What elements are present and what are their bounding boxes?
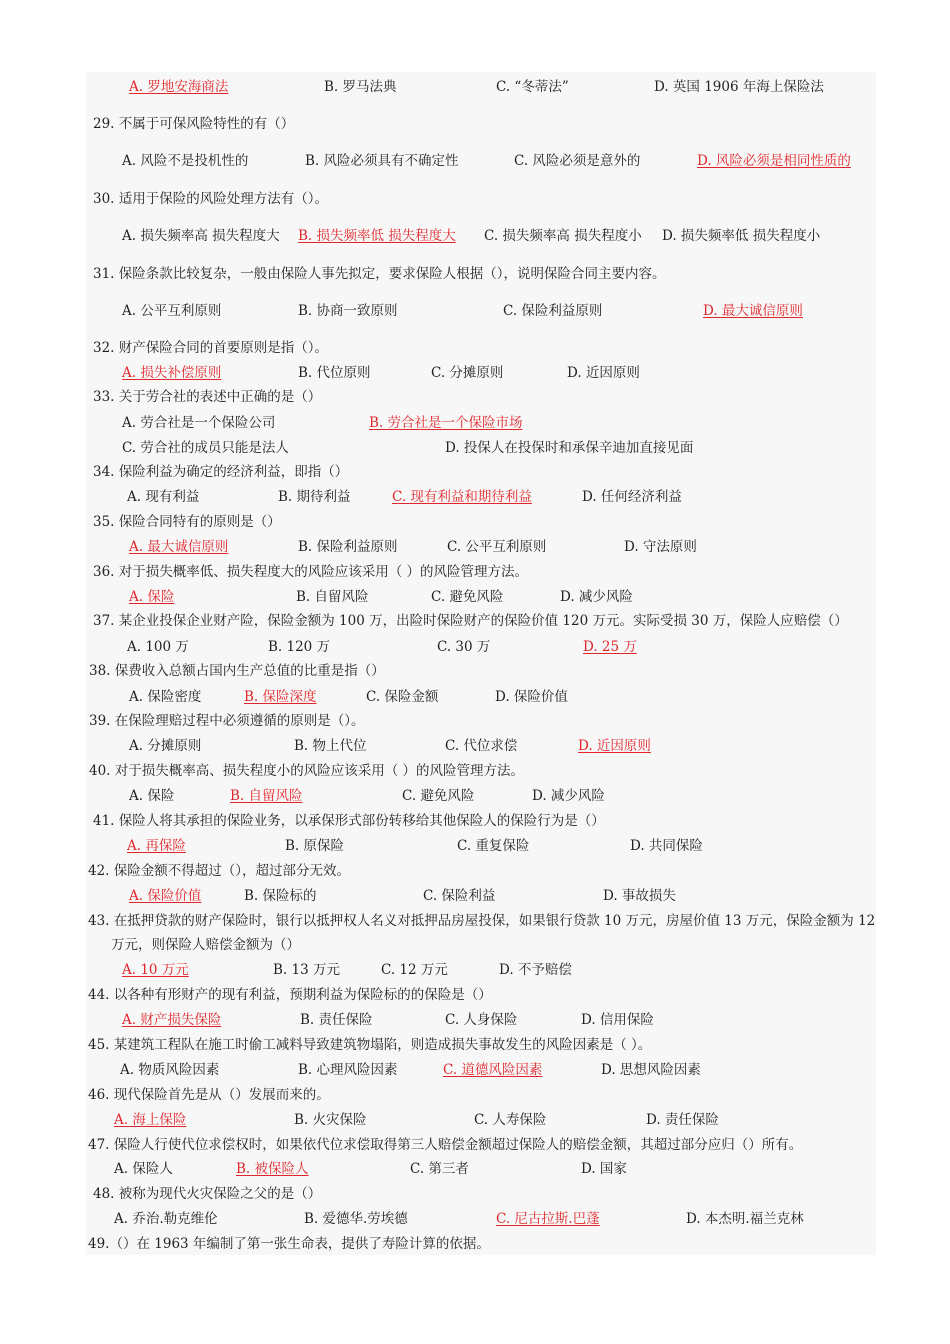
q32-stem: 32. 财产保险合同的首要原则是指（）。 <box>93 340 329 356</box>
q47-option-c: C. 第三者 <box>410 1161 469 1177</box>
q44-option-b: B. 责任保险 <box>300 1012 373 1028</box>
q34-option-b: B. 期待利益 <box>278 489 351 505</box>
q28-option-d: D. 英国 1906 年海上保险法 <box>654 79 824 95</box>
q46-option-d: D. 责任保险 <box>646 1112 719 1128</box>
q33-option-b: B. 劳合社是一个保险市场 <box>369 415 523 431</box>
q33-option-c: C. 劳合社的成员只能是法人 <box>122 440 289 456</box>
q42-option-a: A. 保险价值 <box>129 888 202 904</box>
q33-option-a: A. 劳合社是一个保险公司 <box>122 415 276 431</box>
q41-option-b: B. 原保险 <box>285 838 345 854</box>
q38-option-a: A. 保险密度 <box>129 689 202 705</box>
q38-option-d: D. 保险价值 <box>495 689 568 705</box>
q28-option-c: C. “冬蒂法” <box>496 79 569 95</box>
q29-stem: 29. 不属于可保风险特性的有（） <box>93 116 295 132</box>
q37-option-b: B. 120 万 <box>268 639 331 655</box>
q44-option-c: C. 人身保险 <box>445 1012 518 1028</box>
q32-option-c: C. 分摊原则 <box>431 365 504 381</box>
q36-option-c: C. 避免风险 <box>431 589 504 605</box>
q35-option-d: D. 守法原则 <box>624 539 697 555</box>
q30-option-c: C. 损失频率高 损失程度小 <box>484 228 642 244</box>
q37-option-d: D. 25 万 <box>583 639 637 655</box>
q28-option-a: A. 罗地安海商法 <box>129 79 229 95</box>
q28-option-b: B. 罗马法典 <box>324 79 397 95</box>
q40-option-b: B. 自留风险 <box>230 788 303 804</box>
q40-option-a: A. 保险 <box>129 788 175 804</box>
q41-stem: 41. 保险人将其承担的保险业务，以承保形式部份转移给其他保险人的保险行为是（） <box>93 813 605 829</box>
q35-option-a: A. 最大诚信原则 <box>129 539 229 555</box>
q40-stem: 40. 对于损失概率高、损失程度小的风险应该采用（ ）的风险管理方法。 <box>89 763 525 779</box>
q29-option-b: B. 风险必须具有不确定性 <box>305 153 459 169</box>
q47-stem: 47. 保险人行使代位求偿权时，如果依代位求偿取得第三人赔偿金额超过保险人的赔偿金额，其超过部分应归（）所有。 <box>88 1137 803 1153</box>
q31-stem: 31. 保险条款比较复杂，一般由保险人事先拟定，要求保险人根据（），说明保险合同主要内容。 <box>93 266 666 282</box>
q39-option-b: B. 物上代位 <box>294 738 367 754</box>
q43-option-a: A. 10 万元 <box>122 962 189 978</box>
q30-option-b: B. 损失频率低 损失程度大 <box>298 228 456 244</box>
q49-stem: 49.（）在 1963 年编制了第一张生命表，提供了寿险计算的依据。 <box>88 1236 490 1252</box>
q48-option-a: A. 乔治.勒克维伦 <box>114 1211 218 1227</box>
q33-stem: 33. 关于劳合社的表述中正确的是（） <box>93 389 322 405</box>
q39-option-a: A. 分摊原则 <box>129 738 202 754</box>
q46-option-c: C. 人寿保险 <box>474 1112 547 1128</box>
q48-option-b: B. 爱德华.劳埃德 <box>304 1211 408 1227</box>
q43-option-b: B. 13 万元 <box>273 962 340 978</box>
q43-option-d: D. 不予赔偿 <box>499 962 572 978</box>
q38-option-b: B. 保险深度 <box>244 689 317 705</box>
q31-option-d: D. 最大诚信原则 <box>703 303 803 319</box>
q39-option-d: D. 近因原则 <box>578 738 651 754</box>
q44-stem: 44. 以各种有形财产的现有利益，预期利益为保险标的的保险是（） <box>88 987 492 1003</box>
q43-stem: 43. 在抵押贷款的财产保险时，银行以抵押权人名义对抵押品房屋投保，如果银行贷款 10 万元，房屋价值 13 万元，保险金额为 12 <box>88 913 876 929</box>
q38-option-c: C. 保险金额 <box>366 689 439 705</box>
q41-option-d: D. 共同保险 <box>630 838 703 854</box>
q44-option-a: A. 财产损失保险 <box>122 1012 222 1028</box>
q36-option-b: B. 自留风险 <box>296 589 369 605</box>
q31-option-a: A. 公平互利原则 <box>122 303 222 319</box>
q44-option-d: D. 信用保险 <box>581 1012 654 1028</box>
q42-option-d: D. 事故损失 <box>603 888 676 904</box>
q40-option-d: D. 减少风险 <box>532 788 605 804</box>
q48-option-d: D. 本杰明.福兰克林 <box>686 1211 804 1227</box>
q34-option-a: A. 现有利益 <box>127 489 200 505</box>
q30-stem: 30. 适用于保险的风险处理方法有（）。 <box>93 191 329 207</box>
q37-stem: 37. 某企业投保企业财产险，保险金额为 100 万，出险时保险财产的保险价值 120 万元。实际受损 30 万，保险人应赔偿（） <box>93 613 848 629</box>
q48-option-c: C. 尼古拉斯.巴蓬 <box>496 1211 600 1227</box>
q35-option-c: C. 公平互利原则 <box>447 539 547 555</box>
q36-stem: 36. 对于损失概率低、损失程度大的风险应该采用（ ）的风险管理方法。 <box>93 564 529 580</box>
q47-option-b: B. 被保险人 <box>236 1161 309 1177</box>
q47-option-d: D. 国家 <box>581 1161 627 1177</box>
q39-option-c: C. 代位求偿 <box>445 738 518 754</box>
q41-option-a: A. 再保险 <box>127 838 186 854</box>
q37-option-a: A. 100 万 <box>127 639 189 655</box>
q36-option-d: D. 减少风险 <box>560 589 633 605</box>
q30-option-a: A. 损失频率高 损失程度大 <box>122 228 280 244</box>
q32-option-a: A. 损失补偿原则 <box>122 365 222 381</box>
q46-option-b: B. 火灾保险 <box>294 1112 367 1128</box>
q47-option-a: A. 保险人 <box>114 1161 173 1177</box>
q32-option-d: D. 近因原则 <box>567 365 640 381</box>
q46-stem: 46. 现代保险首先是从（）发展而来的。 <box>88 1087 330 1103</box>
q34-option-d: D. 任何经济利益 <box>582 489 682 505</box>
q42-stem: 42. 保险金额不得超过（），超过部分无效。 <box>88 863 351 879</box>
q42-option-b: B. 保险标的 <box>244 888 317 904</box>
q42-option-c: C. 保险利益 <box>423 888 496 904</box>
q41-option-c: C. 重复保险 <box>457 838 530 854</box>
q29-option-c: C. 风险必须是意外的 <box>514 153 641 169</box>
q31-option-b: B. 协商一致原则 <box>298 303 398 319</box>
q35-option-b: B. 保险利益原则 <box>298 539 398 555</box>
q36-option-a: A. 保险 <box>129 589 175 605</box>
q33-option-d: D. 投保人在投保时和承保辛迪加直接见面 <box>445 440 694 456</box>
q29-option-d: D. 风险必须是相同性质的 <box>697 153 851 169</box>
q45-option-d: D. 思想风险因素 <box>601 1062 701 1078</box>
q34-option-c: C. 现有利益和期待利益 <box>392 489 532 505</box>
q45-option-c: C. 道德风险因素 <box>443 1062 543 1078</box>
q29-option-a: A. 风险不是投机性的 <box>122 153 249 169</box>
shade-band-lower <box>86 615 876 1255</box>
q43-option-c: C. 12 万元 <box>381 962 448 978</box>
q35-stem: 35. 保险合同特有的原则是（） <box>93 514 281 530</box>
q38-stem: 38. 保费收入总额占国内生产总值的比重是指（） <box>89 663 385 679</box>
q34-stem: 34. 保险利益为确定的经济利益，即指（） <box>93 464 349 480</box>
q45-option-b: B. 心理风险因素 <box>298 1062 398 1078</box>
q30-option-d: D. 损失频率低 损失程度小 <box>662 228 821 244</box>
q45-stem: 45. 某建筑工程队在施工时偷工减料导致建筑物塌陷，则造成损失事故发生的风险因素是（ ）。 <box>88 1037 652 1053</box>
q48-stem: 48. 被称为现代火灾保险之父的是（） <box>93 1186 322 1202</box>
q43-stem-cont: 万元，则保险人赔偿金额为（） <box>111 937 300 953</box>
q40-option-c: C. 避免风险 <box>402 788 475 804</box>
q37-option-c: C. 30 万 <box>437 639 491 655</box>
q45-option-a: A. 物质风险因素 <box>120 1062 220 1078</box>
q31-option-c: C. 保险利益原则 <box>503 303 603 319</box>
q32-option-b: B. 代位原则 <box>298 365 371 381</box>
q46-option-a: A. 海上保险 <box>114 1112 187 1128</box>
q39-stem: 39. 在保险理赔过程中必须遵循的原则是（）。 <box>89 713 365 729</box>
